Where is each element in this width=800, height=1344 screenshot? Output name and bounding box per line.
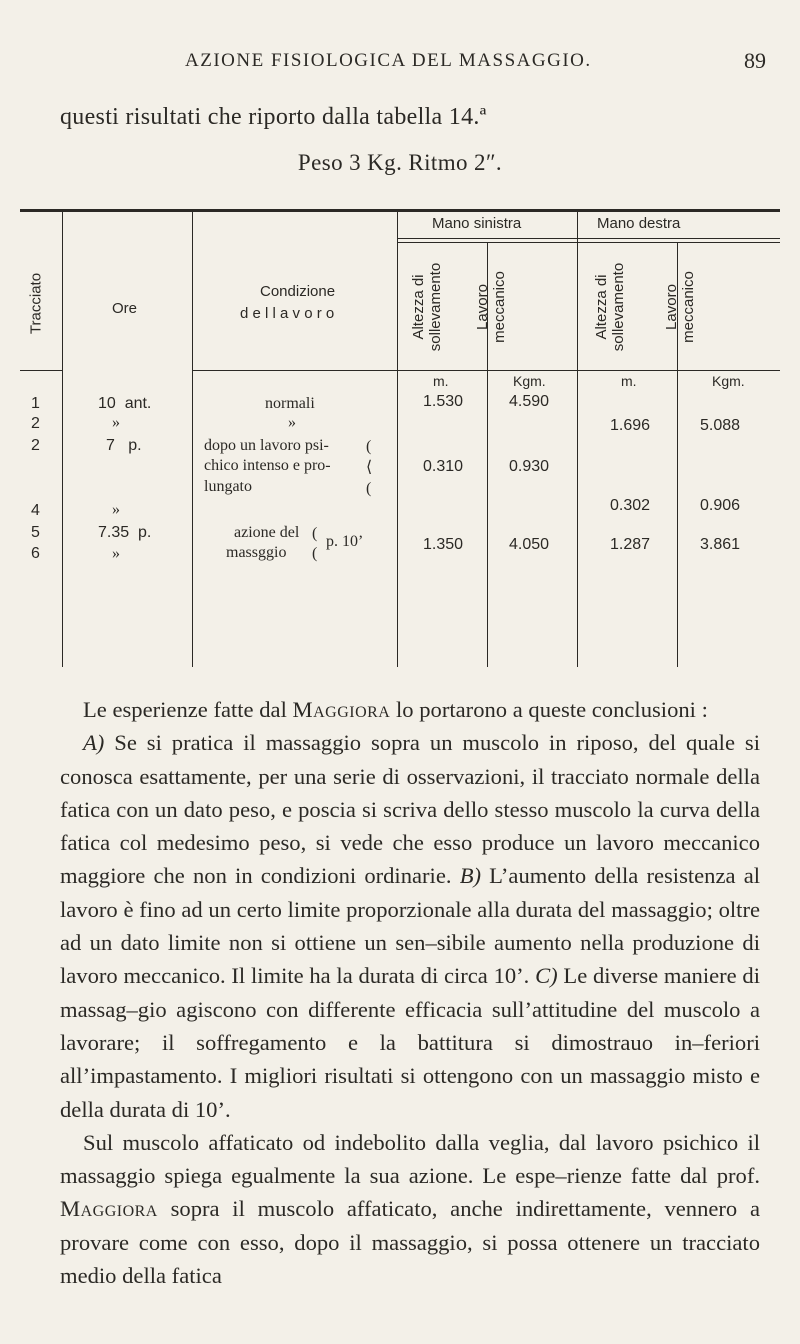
unit-kgm-right: Kgm. — [712, 373, 745, 389]
row4-des-lav: 0.906 — [700, 497, 741, 514]
row2-des-alt: 1.696 — [610, 417, 651, 434]
header-bottom-rule-2 — [192, 370, 780, 371]
body-text — [60, 693, 760, 1292]
row6-tracciato: 6 — [31, 545, 40, 562]
header-lavoro-left: Lavoro meccanico — [474, 271, 508, 343]
row5-condizione-l1: azione del — [234, 524, 300, 541]
row1-ore: 10 ant. — [98, 395, 152, 412]
label-b: B) — [459, 863, 482, 889]
unit-m-right: m. — [621, 373, 637, 389]
unit-m-left: m. — [433, 373, 449, 389]
row2-ore: » — [112, 414, 120, 431]
p3-text-b: sopra il muscolo affaticato, anche indirettamente, vennero a provare come con esso, dopo il massaggio, si possa ottenere un tracciato medio della fatica — [60, 1196, 760, 1289]
running-title: AZIONE FISIOLOGICA DEL MASSAGGIO. — [185, 50, 592, 71]
label-a: A) — [83, 730, 105, 756]
table-top-rule — [20, 209, 780, 212]
group-rule-right — [577, 238, 780, 239]
row3-condizione-l1: dopo un lavoro psi- — [204, 437, 329, 454]
paragraph-3 — [60, 1126, 760, 1292]
header-bottom-rule-1 — [20, 370, 62, 371]
row5-sin-lav: 4.050 — [509, 536, 550, 553]
row5-brace-icon: ( ( — [312, 525, 318, 562]
header-altezza-right: Altezza di sollevamento — [593, 262, 627, 352]
p3-author-name: Maggiora — [60, 1196, 158, 1222]
row4-des-alt: 0.302 — [610, 497, 651, 514]
row5-des-lav: 3.861 — [700, 536, 741, 553]
row1-sin-alt: 1.530 — [423, 393, 464, 410]
header-condizione-2: d e l l a v o r o — [240, 305, 335, 322]
intro-line: questi risultati che riporto dalla tabella 14.ª — [60, 104, 487, 130]
p2-text-b: L’aumento della resistenza al lavoro è fino ad un certo limite proporzionale alla durata del massaggio; oltre ad un dato limite non si ottiene un sen–sibile aumento nella produzione di lavoro meccanico. Il limite ha la durata di circa 10’. — [60, 863, 760, 989]
row1-tracciato: 1 — [31, 395, 40, 412]
header-tracciato: Tracciato — [27, 272, 45, 335]
row5-sin-alt: 1.350 — [423, 536, 464, 553]
vrule-5 — [577, 212, 578, 667]
row4-ore: » — [112, 501, 120, 518]
page-number: 89 — [744, 48, 766, 73]
header-condizione-1: Condizione — [260, 283, 336, 300]
header-group-right: Mano destra — [597, 215, 681, 232]
header-ore: Ore — [112, 300, 138, 317]
row2-des-lav: 5.088 — [700, 417, 741, 434]
row5-des-alt: 1.287 — [610, 536, 651, 553]
p2-text-a: Se si pratica il massaggio sopra un muscolo in riposo, del quale si conosca esattamente, per una serie di osservazioni, il tracciato normale della fatica con un dato peso, e poscia si scriva dello stesso muscolo la curva della fatica col medesimo peso, si vede che esso produce un lavoro meccanico maggiore che non in condizioni ordinarie. — [60, 730, 760, 889]
vrule-1 — [62, 212, 63, 667]
row3-tracciato: 2 — [31, 437, 40, 454]
table-caption: Peso 3 Kg. Ritmo 2″. — [297, 150, 503, 175]
paragraph-1 — [60, 693, 760, 726]
row3-condizione-l3: lungato — [204, 478, 252, 495]
vrule-3 — [397, 212, 398, 667]
row1-condizione: normali — [265, 395, 315, 412]
p1-text-b: lo portarono a queste conclusioni : — [390, 697, 708, 722]
label-c: C) — [535, 963, 558, 989]
row3-ore: 7 p. — [106, 437, 142, 454]
row3-sin-alt: 0.310 — [423, 458, 464, 475]
row3-condizione-l2: chico intenso e pro- — [204, 457, 331, 474]
row5-condizione-l2: massggio — [226, 544, 287, 561]
header-altezza-left: Altezza di sollevamento — [410, 262, 444, 352]
group-rule-right-2 — [577, 242, 780, 243]
row6-ore: » — [112, 545, 120, 562]
row3-brace-icon: ( ⟨ ( — [366, 438, 373, 497]
header-lavoro-right: Lavoro meccanico — [663, 271, 697, 343]
p1-text-a: Le esperienze fatte dal — [83, 697, 293, 722]
row4-tracciato: 4 — [31, 502, 40, 519]
p1-author-name: Maggiora — [292, 697, 391, 722]
vrule-2 — [192, 212, 193, 667]
p3-text-a: Sul muscolo affaticato od indebolito dalla veglia, dal lavoro psichico il massaggio spiega egualmente la sua azione. Le espe–rienze fatte dal prof. — [60, 1129, 760, 1189]
row2-condizione: » — [288, 414, 296, 431]
paragraph-2 — [60, 726, 760, 1126]
row1-sin-lav: 4.590 — [509, 393, 550, 410]
row3-sin-lav: 0.930 — [509, 458, 550, 475]
row5-ore: 7.35 p. — [98, 524, 152, 541]
unit-kgm-left: Kgm. — [513, 373, 546, 389]
p2-text-c: Le diverse maniere di massag–gio agiscono con differente efficacia sull’attitudine del muscolo a lavorare; il soffregamento e la battitura si dimostrauo in–feriori all’impastamento. I migliori risultati si ottengono con un massaggio misto e della durata di 10’. — [60, 963, 760, 1122]
row2-tracciato: 2 — [31, 415, 40, 432]
row6-condizione: p. 10’ — [326, 533, 364, 550]
header-group-left: Mano sinistra — [432, 215, 522, 232]
group-rule-left — [397, 238, 577, 239]
row5-tracciato: 5 — [31, 524, 40, 541]
